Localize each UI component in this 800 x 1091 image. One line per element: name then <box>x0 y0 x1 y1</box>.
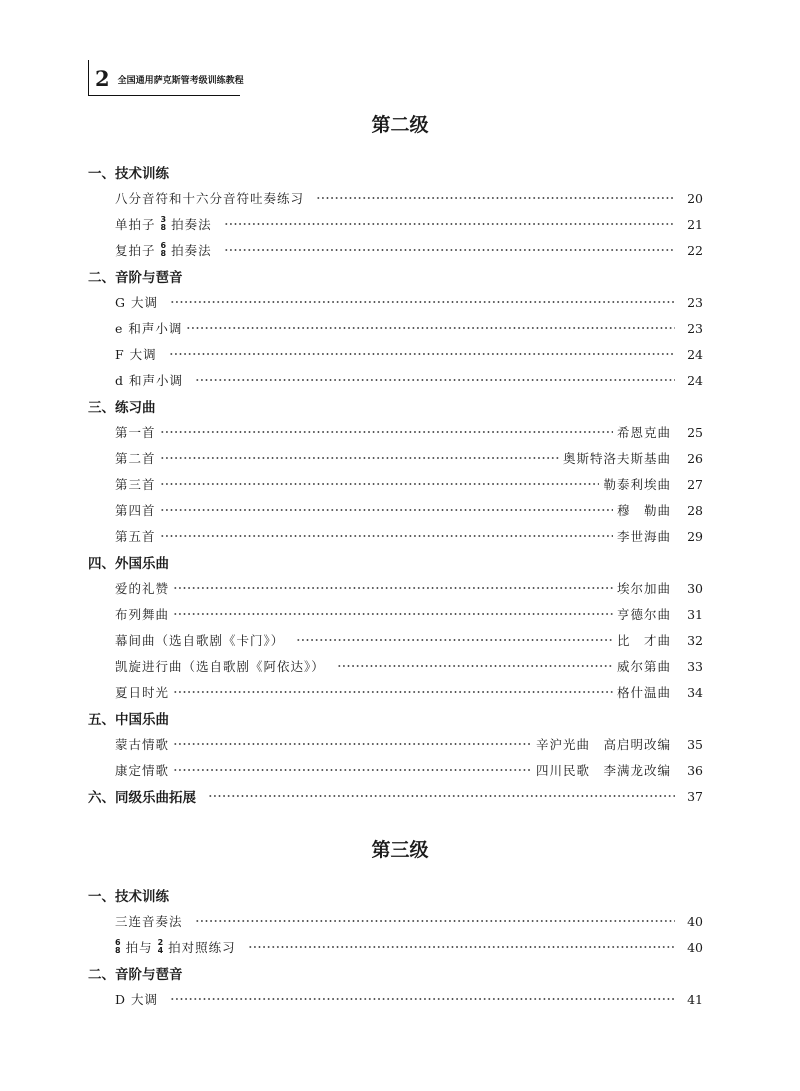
dot-leader <box>224 211 675 237</box>
toc-entry <box>88 445 703 471</box>
entry-label: 康定情歌 <box>115 763 170 778</box>
page-number: 24 <box>687 346 703 362</box>
section-heading-text: 一、技术训练 <box>88 166 169 182</box>
section-heading-text: 一、技术训练 <box>88 889 169 905</box>
toc-entry <box>88 653 703 679</box>
time-signature <box>158 939 164 955</box>
section-heading-text: 三、练习曲 <box>88 400 156 416</box>
page-number: 20 <box>687 190 703 206</box>
page-number: 27 <box>687 476 703 492</box>
toc-entry <box>88 679 703 705</box>
time-signature <box>161 216 167 232</box>
page-number: 21 <box>687 216 703 232</box>
entry-label: 三连音奏法 <box>115 914 183 929</box>
toc-section-heading <box>88 705 703 731</box>
toc-entry <box>88 497 703 523</box>
dot-leader <box>195 908 675 934</box>
toc-entry <box>88 341 703 367</box>
dot-leader <box>316 185 675 211</box>
entry-label: 夏日时光 <box>115 685 170 700</box>
entry-label: 布列舞曲 <box>115 607 170 622</box>
composer: 格什温曲 <box>616 685 671 700</box>
section-heading-text: 四、外国乐曲 <box>88 556 169 572</box>
toc-entry <box>88 757 703 783</box>
toc-entry <box>88 237 703 263</box>
dot-leader <box>173 601 613 627</box>
time-signature-bottom: 8 <box>160 223 167 232</box>
dot-leader <box>337 653 613 679</box>
entry-label-suffix: 拍对照练习 <box>168 940 236 955</box>
page-number: 29 <box>687 528 703 544</box>
toc-entry <box>88 367 703 393</box>
page-number: 35 <box>687 736 703 752</box>
toc-entry <box>88 934 703 960</box>
page-number: 25 <box>687 424 703 440</box>
composer: 比 才曲 <box>616 633 671 648</box>
page-number: 26 <box>687 450 703 466</box>
page-number: 23 <box>687 294 703 310</box>
toc-entry <box>88 908 703 934</box>
page-number: 37 <box>687 788 703 804</box>
toc-entry <box>88 185 703 211</box>
time-signature <box>161 242 167 258</box>
toc-list <box>88 159 703 809</box>
page-number: 40 <box>687 939 703 955</box>
dot-leader <box>170 289 675 315</box>
composer: 穆 勒曲 <box>616 503 671 518</box>
entry-label: D 大调 <box>115 992 158 1007</box>
entry-label <box>115 938 236 956</box>
entry-label: e 和声小调 <box>115 321 183 336</box>
entry-label <box>115 215 212 233</box>
toc-entry <box>88 211 703 237</box>
toc-entry <box>88 986 703 1012</box>
entry-label <box>115 241 212 259</box>
time-signature-top: 3 <box>160 215 167 224</box>
toc-section-heading <box>88 549 703 575</box>
page-number: 22 <box>687 242 703 258</box>
dot-leader <box>160 523 613 549</box>
composer: 四川民歌 李满龙改编 <box>535 763 671 778</box>
entry-label: 蒙古情歌 <box>115 737 170 752</box>
dot-leader <box>160 471 600 497</box>
time-signature <box>115 939 121 955</box>
toc-entry <box>88 289 703 315</box>
toc-section-heading <box>88 783 703 809</box>
page-number: 33 <box>687 658 703 674</box>
page-number: 41 <box>687 991 703 1007</box>
entry-label: 第二首 <box>115 451 156 466</box>
toc-section-heading <box>88 263 703 289</box>
dot-leader <box>224 237 675 263</box>
section-heading-text: 二、音阶与琶音 <box>88 270 183 286</box>
dot-leader <box>169 341 675 367</box>
dot-leader <box>195 367 675 393</box>
composer: 李世海曲 <box>616 529 671 544</box>
toc-entry <box>88 523 703 549</box>
toc-section-heading <box>88 882 703 908</box>
dot-leader <box>186 315 675 341</box>
page-number: 40 <box>687 913 703 929</box>
section-heading-text: 二、音阶与琶音 <box>88 967 183 983</box>
entry-label-prefix: 单拍子 <box>115 217 156 232</box>
entry-label: F 大调 <box>115 347 157 362</box>
composer: 辛沪光曲 高启明改编 <box>535 737 671 752</box>
book-title: 全国通用萨克斯管考级训练教程 <box>117 76 244 86</box>
dot-leader <box>173 731 532 757</box>
page-number: 31 <box>687 606 703 622</box>
time-signature-bottom: 4 <box>157 946 164 955</box>
entry-label: 第五首 <box>115 529 156 544</box>
composer: 埃尔加曲 <box>616 581 671 596</box>
toc-list <box>88 882 703 1012</box>
toc-entry <box>88 315 703 341</box>
dot-leader <box>160 445 559 471</box>
dot-leader <box>170 986 675 1012</box>
toc-section-heading <box>88 159 703 185</box>
page-number: 24 <box>687 372 703 388</box>
toc-section-heading <box>88 393 703 419</box>
composer: 勒泰利埃曲 <box>603 477 671 492</box>
entry-label: 第四首 <box>115 503 156 518</box>
entry-label: 第三首 <box>115 477 156 492</box>
dot-leader <box>160 497 613 523</box>
dot-leader <box>173 575 613 601</box>
dot-leader <box>173 679 613 705</box>
entry-label: d 和声小调 <box>115 373 183 388</box>
composer: 亨德尔曲 <box>616 607 671 622</box>
dot-leader <box>160 419 613 445</box>
time-signature-top: 6 <box>115 938 121 947</box>
entry-label: 第一首 <box>115 425 156 440</box>
entry-label: 凯旋进行曲（选自歌剧《阿依达》） <box>115 659 325 674</box>
entry-label-middle: 拍与 <box>125 940 153 955</box>
page-number: 28 <box>687 502 703 518</box>
composer: 威尔第曲 <box>616 659 671 674</box>
toc-entry <box>88 731 703 757</box>
time-signature-top: 6 <box>160 241 167 250</box>
entry-label: 八分音符和十六分音符吐奏练习 <box>115 191 305 206</box>
toc-entry <box>88 575 703 601</box>
toc-entry <box>88 471 703 497</box>
entry-label: G 大调 <box>115 295 158 310</box>
dot-leader <box>248 934 675 960</box>
page-number: 34 <box>687 684 703 700</box>
level-title: 第三级 <box>371 839 429 861</box>
entry-label: 爱的礼赞 <box>115 581 170 596</box>
entry-label-prefix: 复拍子 <box>115 243 156 258</box>
level-title: 第二级 <box>371 114 429 136</box>
page-number: 30 <box>687 580 703 596</box>
page-number: 23 <box>687 320 703 336</box>
toc-entry <box>88 419 703 445</box>
section-heading-text: 六、同级乐曲拓展 <box>88 790 196 806</box>
toc-section-heading <box>88 960 703 986</box>
composer: 希恩克曲 <box>616 425 671 440</box>
section-heading-text: 五、中国乐曲 <box>88 712 169 728</box>
time-signature-top: 2 <box>157 938 164 947</box>
time-signature-bottom: 8 <box>115 946 121 955</box>
composer: 奥斯特洛夫斯基曲 <box>562 451 671 466</box>
page-number: 36 <box>687 762 703 778</box>
entry-label: 幕间曲（选自歌剧《卡门》） <box>115 633 285 648</box>
toc-entry <box>88 627 703 653</box>
entry-label-suffix: 拍奏法 <box>171 217 212 232</box>
running-header <box>88 60 244 96</box>
dot-leader <box>208 783 675 809</box>
toc-entry <box>88 601 703 627</box>
dot-leader <box>173 757 532 783</box>
folio-page-number: 2 <box>95 66 110 91</box>
entry-label-suffix: 拍奏法 <box>171 243 212 258</box>
dot-leader <box>296 627 613 653</box>
time-signature-bottom: 8 <box>160 249 167 258</box>
page-number: 32 <box>687 632 703 648</box>
